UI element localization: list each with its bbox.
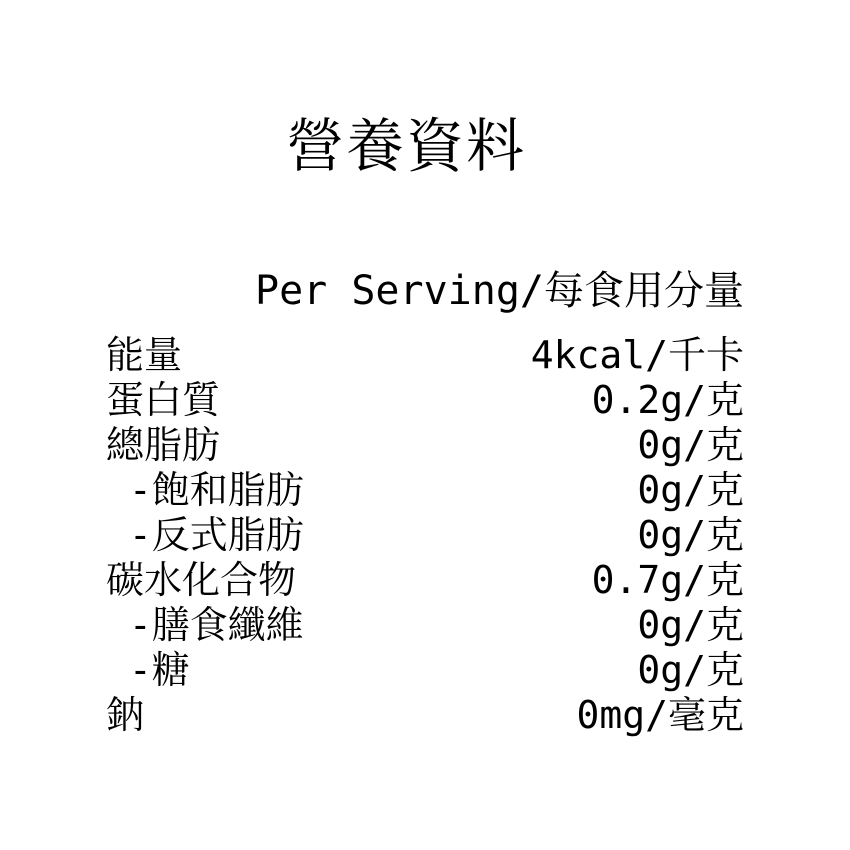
nutrient-row-carbohydrate bbox=[106, 558, 744, 603]
nutrient-row-trans-fat bbox=[106, 513, 744, 558]
nutrient-name: 總脂肪 bbox=[106, 423, 221, 467]
nutrient-value: 0.2g/克 bbox=[591, 378, 744, 422]
nutrient-row-total-fat bbox=[106, 423, 744, 468]
nutrient-value: 0g/克 bbox=[637, 603, 744, 647]
nutrient-row-sodium bbox=[106, 693, 744, 738]
nutrient-name: 蛋白質 bbox=[106, 378, 221, 422]
nutrient-value: 0g/克 bbox=[637, 423, 744, 467]
nutrient-row-saturated-fat bbox=[106, 468, 744, 513]
nutrient-name: -膳食纖維 bbox=[106, 603, 304, 647]
nutrient-name: -飽和脂肪 bbox=[106, 468, 304, 512]
nutrition-table bbox=[106, 333, 744, 738]
nutrient-value: 0g/克 bbox=[637, 468, 744, 512]
nutrient-row-protein bbox=[106, 378, 744, 423]
serving-label: Per Serving/每食用分量 bbox=[255, 268, 744, 314]
nutrient-name: 碳水化合物 bbox=[106, 558, 297, 602]
nutrient-value: 0g/克 bbox=[637, 513, 744, 557]
nutrient-value: 0mg/毫克 bbox=[576, 693, 744, 737]
nutrient-value: 0g/克 bbox=[637, 648, 744, 692]
nutrient-name: 鈉 bbox=[106, 693, 145, 737]
nutrient-row-dietary-fibre bbox=[106, 603, 744, 648]
nutrient-row-energy bbox=[106, 333, 744, 378]
page-title: 營養資料 bbox=[285, 112, 526, 180]
nutrient-name: -反式脂肪 bbox=[106, 513, 304, 557]
nutrient-value: 0.7g/克 bbox=[591, 558, 744, 602]
nutrient-row-sugar bbox=[106, 648, 744, 693]
nutrient-name: -糖 bbox=[106, 648, 190, 692]
nutrient-name: 能量 bbox=[106, 333, 183, 377]
nutrient-value: 4kcal/千卡 bbox=[530, 333, 744, 377]
